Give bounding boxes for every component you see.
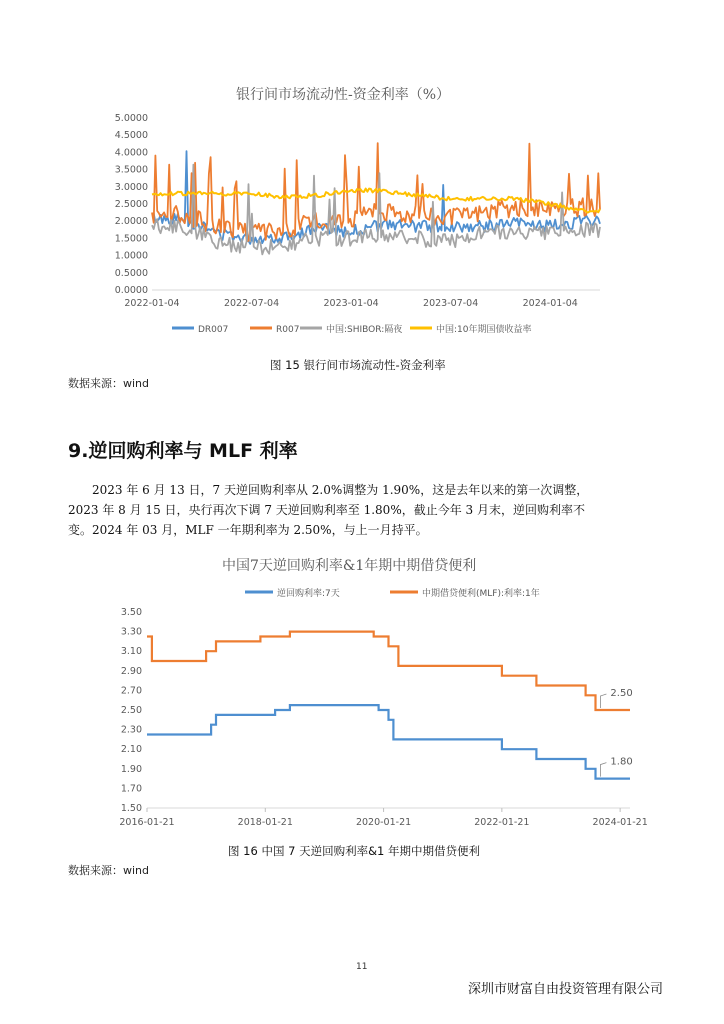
legend-label: 中国:SHIBOR:隔夜	[326, 325, 403, 335]
y-tick-label: 1.70	[120, 783, 142, 795]
legend-label: DR007	[198, 325, 229, 335]
y-tick-label: 2.30	[120, 724, 142, 736]
y-tick-label: 1.50	[120, 803, 142, 814]
x-tick-label: 2016-01-21	[119, 817, 175, 828]
section-heading: 9.逆回购利率与 MLF 利率	[68, 440, 298, 462]
footer-company: 深圳市财富自由投资管理有限公司	[468, 982, 664, 997]
x-tick-label: 2023-07-04	[423, 298, 479, 309]
annotation-leader	[600, 694, 606, 708]
chart1-svg	[110, 108, 620, 348]
annotation-leader	[600, 763, 606, 777]
x-tick-label: 2022-01-04	[124, 298, 180, 309]
paragraph-line: 2023 年 6 月 13 日，7 天逆回购利率从 2.0%调整为 1.90%，这是去年以来的第一次调整，	[92, 483, 589, 497]
x-tick-label: 2022-01-21	[474, 817, 530, 828]
series-line-1	[147, 632, 633, 710]
y-tick-label: 3.5000	[114, 164, 148, 176]
y-tick-label: 3.30	[120, 626, 142, 638]
y-tick-label: 2.10	[120, 744, 142, 756]
y-tick-label: 1.0000	[114, 250, 148, 262]
source-label: 数据来源：wind	[68, 377, 150, 390]
chart2-title: 中国7天逆回购利率&1年期中期借贷便利	[222, 558, 477, 574]
chart1-title: 银行间市场流动性-资金利率（%）	[236, 87, 451, 103]
body-paragraph	[68, 480, 648, 540]
annotation-label: 1.80	[610, 756, 633, 768]
chart1-caption: 图 15 银行间市场流动性-资金利率	[270, 358, 446, 372]
y-tick-label: 3.10	[120, 646, 142, 658]
y-tick-label: 4.5000	[114, 130, 148, 142]
y-tick-label: 2.90	[120, 665, 142, 677]
y-tick-label: 1.5000	[114, 233, 148, 245]
y-tick-label: 3.50	[120, 607, 142, 618]
series-line-0	[147, 705, 633, 779]
y-tick-label: 0.0000	[114, 285, 148, 296]
x-tick-label: 2023-01-04	[323, 298, 379, 309]
paragraph-line: 变。2024 年 03 月，MLF 一年期利率为 2.50%，与上一月持平。	[68, 523, 428, 537]
x-tick-label: 2024-01-21	[592, 817, 648, 828]
y-tick-label: 5.0000	[114, 113, 148, 124]
x-tick-label: 2018-01-21	[237, 817, 293, 828]
y-tick-label: 2.70	[120, 685, 142, 697]
chart2-caption: 图 16 中国 7 天逆回购利率&1 年期中期借贷便利	[228, 844, 481, 858]
legend-label: R007	[276, 325, 300, 335]
chart2-svg	[110, 580, 655, 830]
y-tick-label: 2.50	[120, 705, 142, 716]
y-tick-label: 3.0000	[114, 181, 148, 193]
x-tick-label: 2022-07-04	[223, 298, 280, 309]
page-number: 11	[356, 962, 368, 972]
y-tick-label: 0.5000	[114, 267, 148, 279]
y-tick-label: 2.0000	[114, 216, 148, 228]
annotation-label: 2.50	[610, 688, 633, 699]
y-tick-label: 2.5000	[114, 199, 148, 210]
y-tick-label: 4.0000	[114, 147, 148, 159]
x-tick-label: 2024-01-04	[522, 298, 578, 309]
legend-label: 中期借贷便利(MLF):利率:1年	[422, 589, 540, 599]
source-label: 数据来源：wind	[68, 864, 150, 877]
y-tick-label: 1.90	[120, 763, 142, 775]
legend-label: 逆回购利率:7天	[277, 589, 340, 599]
paragraph-line: 2023 年 8 月 15 日，央行再次下调 7 天逆回购利率至 1.80%，截止今年 3 月末，逆回购利率不	[68, 503, 585, 517]
legend-label: 中国:10年期国债收益率	[436, 325, 532, 335]
x-tick-label: 2020-01-21	[355, 817, 412, 828]
